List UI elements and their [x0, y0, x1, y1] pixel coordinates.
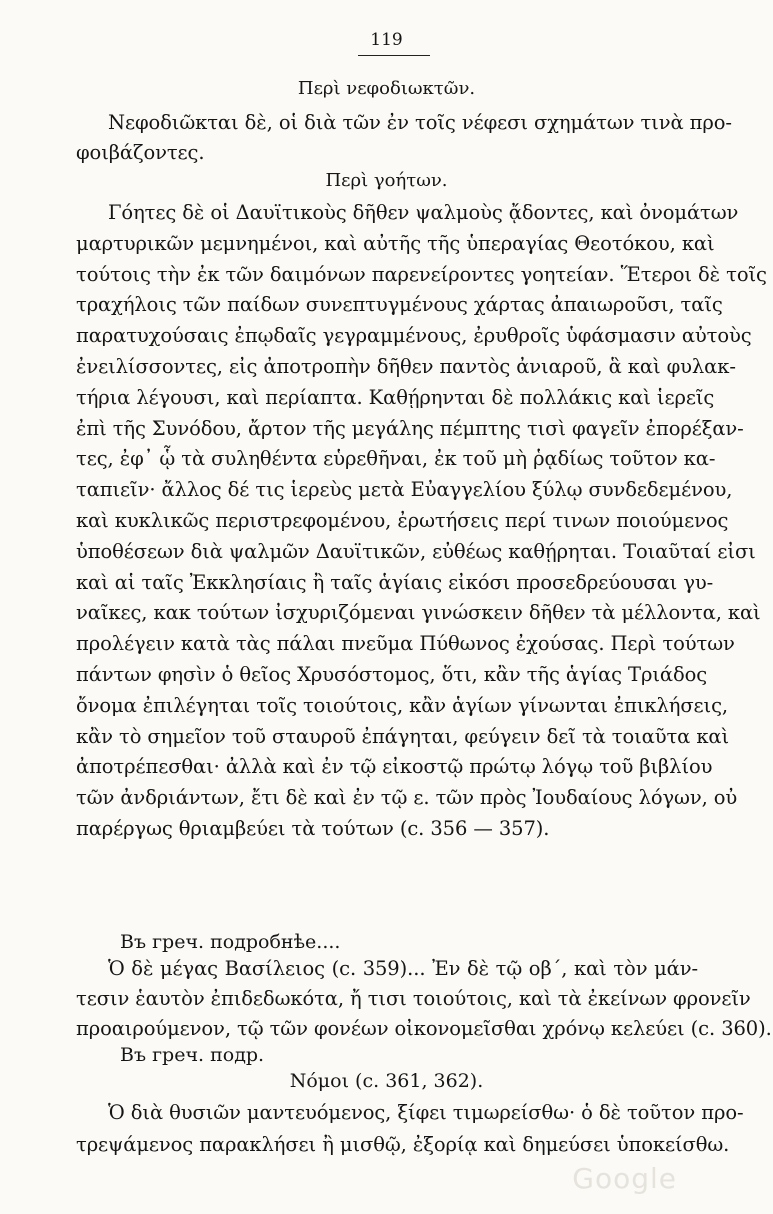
text-line: τῶν ἀνδριάντων, ἔτι δὲ καὶ ἐν τῷ ε. τῶν πρὸς Ἰουδαίους λόγων, οὐ [76, 786, 738, 810]
text-line: παρατυχούσαις ἐπῳδαῖς γεγραμμένους, ἐρυθροῖς ὑφάσμασιν αὐτοὺς [76, 324, 752, 348]
text-line: προλέγειν κατὰ τὰς πάλαι πνεῦμα Πύθωνος ἐχούσας. Περὶ τούτων [76, 632, 735, 656]
text-line: τήρια λέγουσι, καὶ περίαπτα. Καθῄρηνται δὲ πολλάκις καὶ ἱερεῖς [76, 385, 715, 409]
note-heading-nomoi: Νόμοι (c. 361, 362). [289, 1070, 484, 1092]
text-line: Ὁ διὰ θυσιῶν μαντευόμενος, ξίφει τιμωρείσθω· ὁ δὲ τοῦτον προ- [108, 1101, 744, 1124]
page-number: 119 [370, 30, 403, 50]
section-heading-nephodioktai: Περὶ νεφοδιωκτῶν. [297, 78, 476, 99]
text-line: τες, ἐφ᾽ ᾧ τὰ συληθέντα εὑρεθῆναι, ἐκ τοῦ μὴ ῥᾳδίως τοῦτον κα- [76, 447, 716, 471]
text-line: ὄνομα ἐπιλέγηται τοῖς τοιούτοις, κἂν ἁγίων γίνωνται ἐπικλήσεις, [76, 693, 729, 717]
text-line: Νεφοδιῶκται δὲ, οἱ διὰ τῶν ἐν τοῖς νέφεσι σχημάτων τινὰ προ- [108, 111, 732, 134]
text-line: ἐπὶ τῆς Συνόδου, ἄρτον τῆς μεγάλης πέμπτης τισὶ φαγεῖν ἐπορέξαν- [76, 416, 744, 440]
text-line: μαρτυρικῶν μεμνημένοι, καὶ αὐτῆς τῆς ὑπεραγίας Θεοτόκου, καὶ [76, 231, 715, 255]
text-line: καὶ αἱ ταῖς Ἐκκλησίαις ἢ ταῖς ἁγίαις εἰκόσι προσεδρεύουσαι γυ- [76, 570, 714, 594]
note-label-detailed: Въ греч. подробнѣе.... [120, 931, 341, 953]
text-line: φοιβάζοντες. [76, 141, 205, 164]
text-line: πάντων φησὶν ὁ θεῖος Χρυσόστομος, ὅτι, κἂν τῆς ἁγίας Τριάδος [76, 663, 708, 686]
text-line: τούτοις τὴν ἐκ τῶν δαιμόνων παρενείροντες γοητείαν. Ἕτεροι δὲ τοῖς [76, 262, 767, 286]
text-line: τεσιν ἑαυτὸν ἐπιδεδωκότα, ἤ τισι τοιούτοις, καὶ τὰ ἐκείνων φρονεῖν [76, 987, 751, 1010]
text-line: ἐνειλίσσοντες, εἰς ἀποτροπὴν δῆθεν παντὸς ἀνιαροῦ, ἃ καὶ φυλακ- [76, 355, 736, 378]
text-line: ἀποτρέπεσθαι· ἀλλὰ καὶ ἐν τῷ εἰκοστῷ πρώτῳ λόγῳ τοῦ βιβλίου [76, 755, 713, 779]
text-line: ταπιεῖν· ἄλλος δέ τις ἱερεὺς μετὰ Εὐαγγελίου ξύλῳ συνδεδεμένου, [76, 478, 733, 502]
text-line: ναῖκες, κακ τούτων ἰσχυριζόμεναι γινώσκειν δῆθεν τὰ μέλλοντα, καὶ [76, 601, 761, 625]
text-line: παρέργως θριαμβεύει τὰ τούτων (c. 356 — 357). [76, 817, 550, 840]
header-rule [358, 55, 430, 56]
text-line: προαιρούμενον, τῷ τῶν φονέων οἰκονομεῖσθαι χρόνῳ κελεύει (c. 360). [76, 1017, 772, 1040]
text-line: Ὁ δὲ μέγας Βασίλειος (c. 359)... Ἐν δὲ τῷ οβ΄, καὶ τὸν μάν- [108, 957, 698, 980]
text-line: Γόητες δὲ οἱ Δαυϊτικοὺς δῆθεν ψαλμοὺς ᾄδοντες, καὶ ὀνομάτων [108, 201, 739, 224]
section-heading-goetes: Περὶ γοήτων. [325, 170, 448, 191]
text-line: κἂν τὸ σημεῖον τοῦ σταυροῦ ἐπάγηται, φεύγειν δεῖ τὰ τοιαῦτα καὶ [76, 724, 730, 748]
text-line: καὶ κυκλικῶς περιστρεφομένου, ἐρωτήσεις περί τινων ποιούμενος [76, 509, 729, 532]
text-line: ὑποθέσεων διὰ ψαλμῶν Δαυϊτικῶν, εὐθέως καθῄρηται. Τοιαῦταί εἰσι [76, 539, 756, 563]
note-label-short: Въ греч. подр. [120, 1044, 265, 1066]
text-line: τρεψάμενος παρακλήσει ἢ μισθῷ, ἐξορίᾳ καὶ δημεύσει ὑποκείσθω. [76, 1133, 730, 1156]
google-watermark: Google [572, 1162, 677, 1195]
text-line: τραχήλοις τῶν παίδων συνεπτυγμένους χάρτας ἀπαιωροῦσι, ταῖς [76, 293, 723, 317]
